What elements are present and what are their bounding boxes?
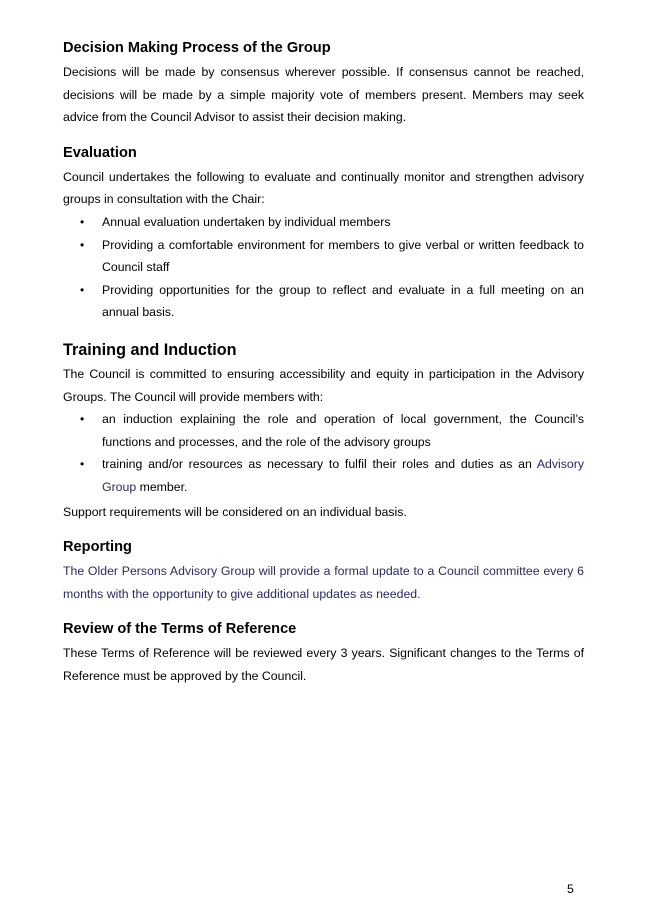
paragraph-reporting: The Older Persons Advisory Group will provide a formal update to a Council committee every 6 months with the opportunity to give additional updates as needed.	[63, 564, 584, 601]
advisory-group-term: Advisory Group	[102, 457, 584, 494]
heading-reporting: Reporting	[63, 539, 132, 556]
heading-evaluation: Evaluation	[63, 144, 137, 161]
evaluation-list-item: • Providing opportunities for the group to reflect and evaluate in a full meeting on an annual basis.	[63, 279, 584, 324]
evaluation-list-item: • Providing a comfortable environment for members to give verbal or written feedback to Council staff	[63, 234, 584, 279]
section-training	[63, 338, 584, 523]
section-review	[63, 618, 584, 687]
paragraph-review: These Terms of Reference will be reviewed every 3 years. Significant changes to the Terms of Reference must be approved by the Council.	[63, 646, 584, 683]
heading-review: Review of the Terms of Reference	[63, 621, 297, 638]
section-evaluation	[63, 142, 584, 324]
paragraph-training: The Council is committed to ensuring accessibility and equity in participation in the Advisory Groups. The Council will provide members with:	[63, 366, 584, 404]
training-list-item	[63, 453, 584, 498]
paragraph-support: Support requirements will be considered on an individual basis.	[63, 504, 407, 519]
evaluation-list-item: • Annual evaluation undertaken by individual members	[63, 211, 584, 234]
paragraph-evaluation: Council undertakes the following to evaluate and continually monitor and strengthen advisory groups in consultation with the Chair:	[63, 169, 584, 207]
training-list	[63, 408, 584, 498]
page-number: 5	[567, 882, 574, 896]
paragraph-decision-making: Decisions will be made by consensus wherever possible. If consensus cannot be reached, decisions will be made by a simple majority vote of members present. Members may seek advice from the Council Advisor to assist their decision making.	[63, 65, 584, 125]
heading-decision-making: Decision Making Process of the Group	[63, 40, 331, 56]
document-page	[63, 37, 584, 687]
training-item-suffix: member.	[136, 479, 188, 494]
heading-training: Training and Induction	[63, 340, 237, 359]
training-list-item: • an induction explaining the role and operation of local government, the Council’s functions and processes, and the role of the advisory groups	[63, 408, 584, 453]
section-reporting	[63, 536, 584, 605]
evaluation-list	[63, 211, 584, 324]
section-decision-making	[63, 37, 584, 129]
training-item-text: training and/or resources as necessary to fulfil their roles and duties as an	[102, 457, 537, 472]
